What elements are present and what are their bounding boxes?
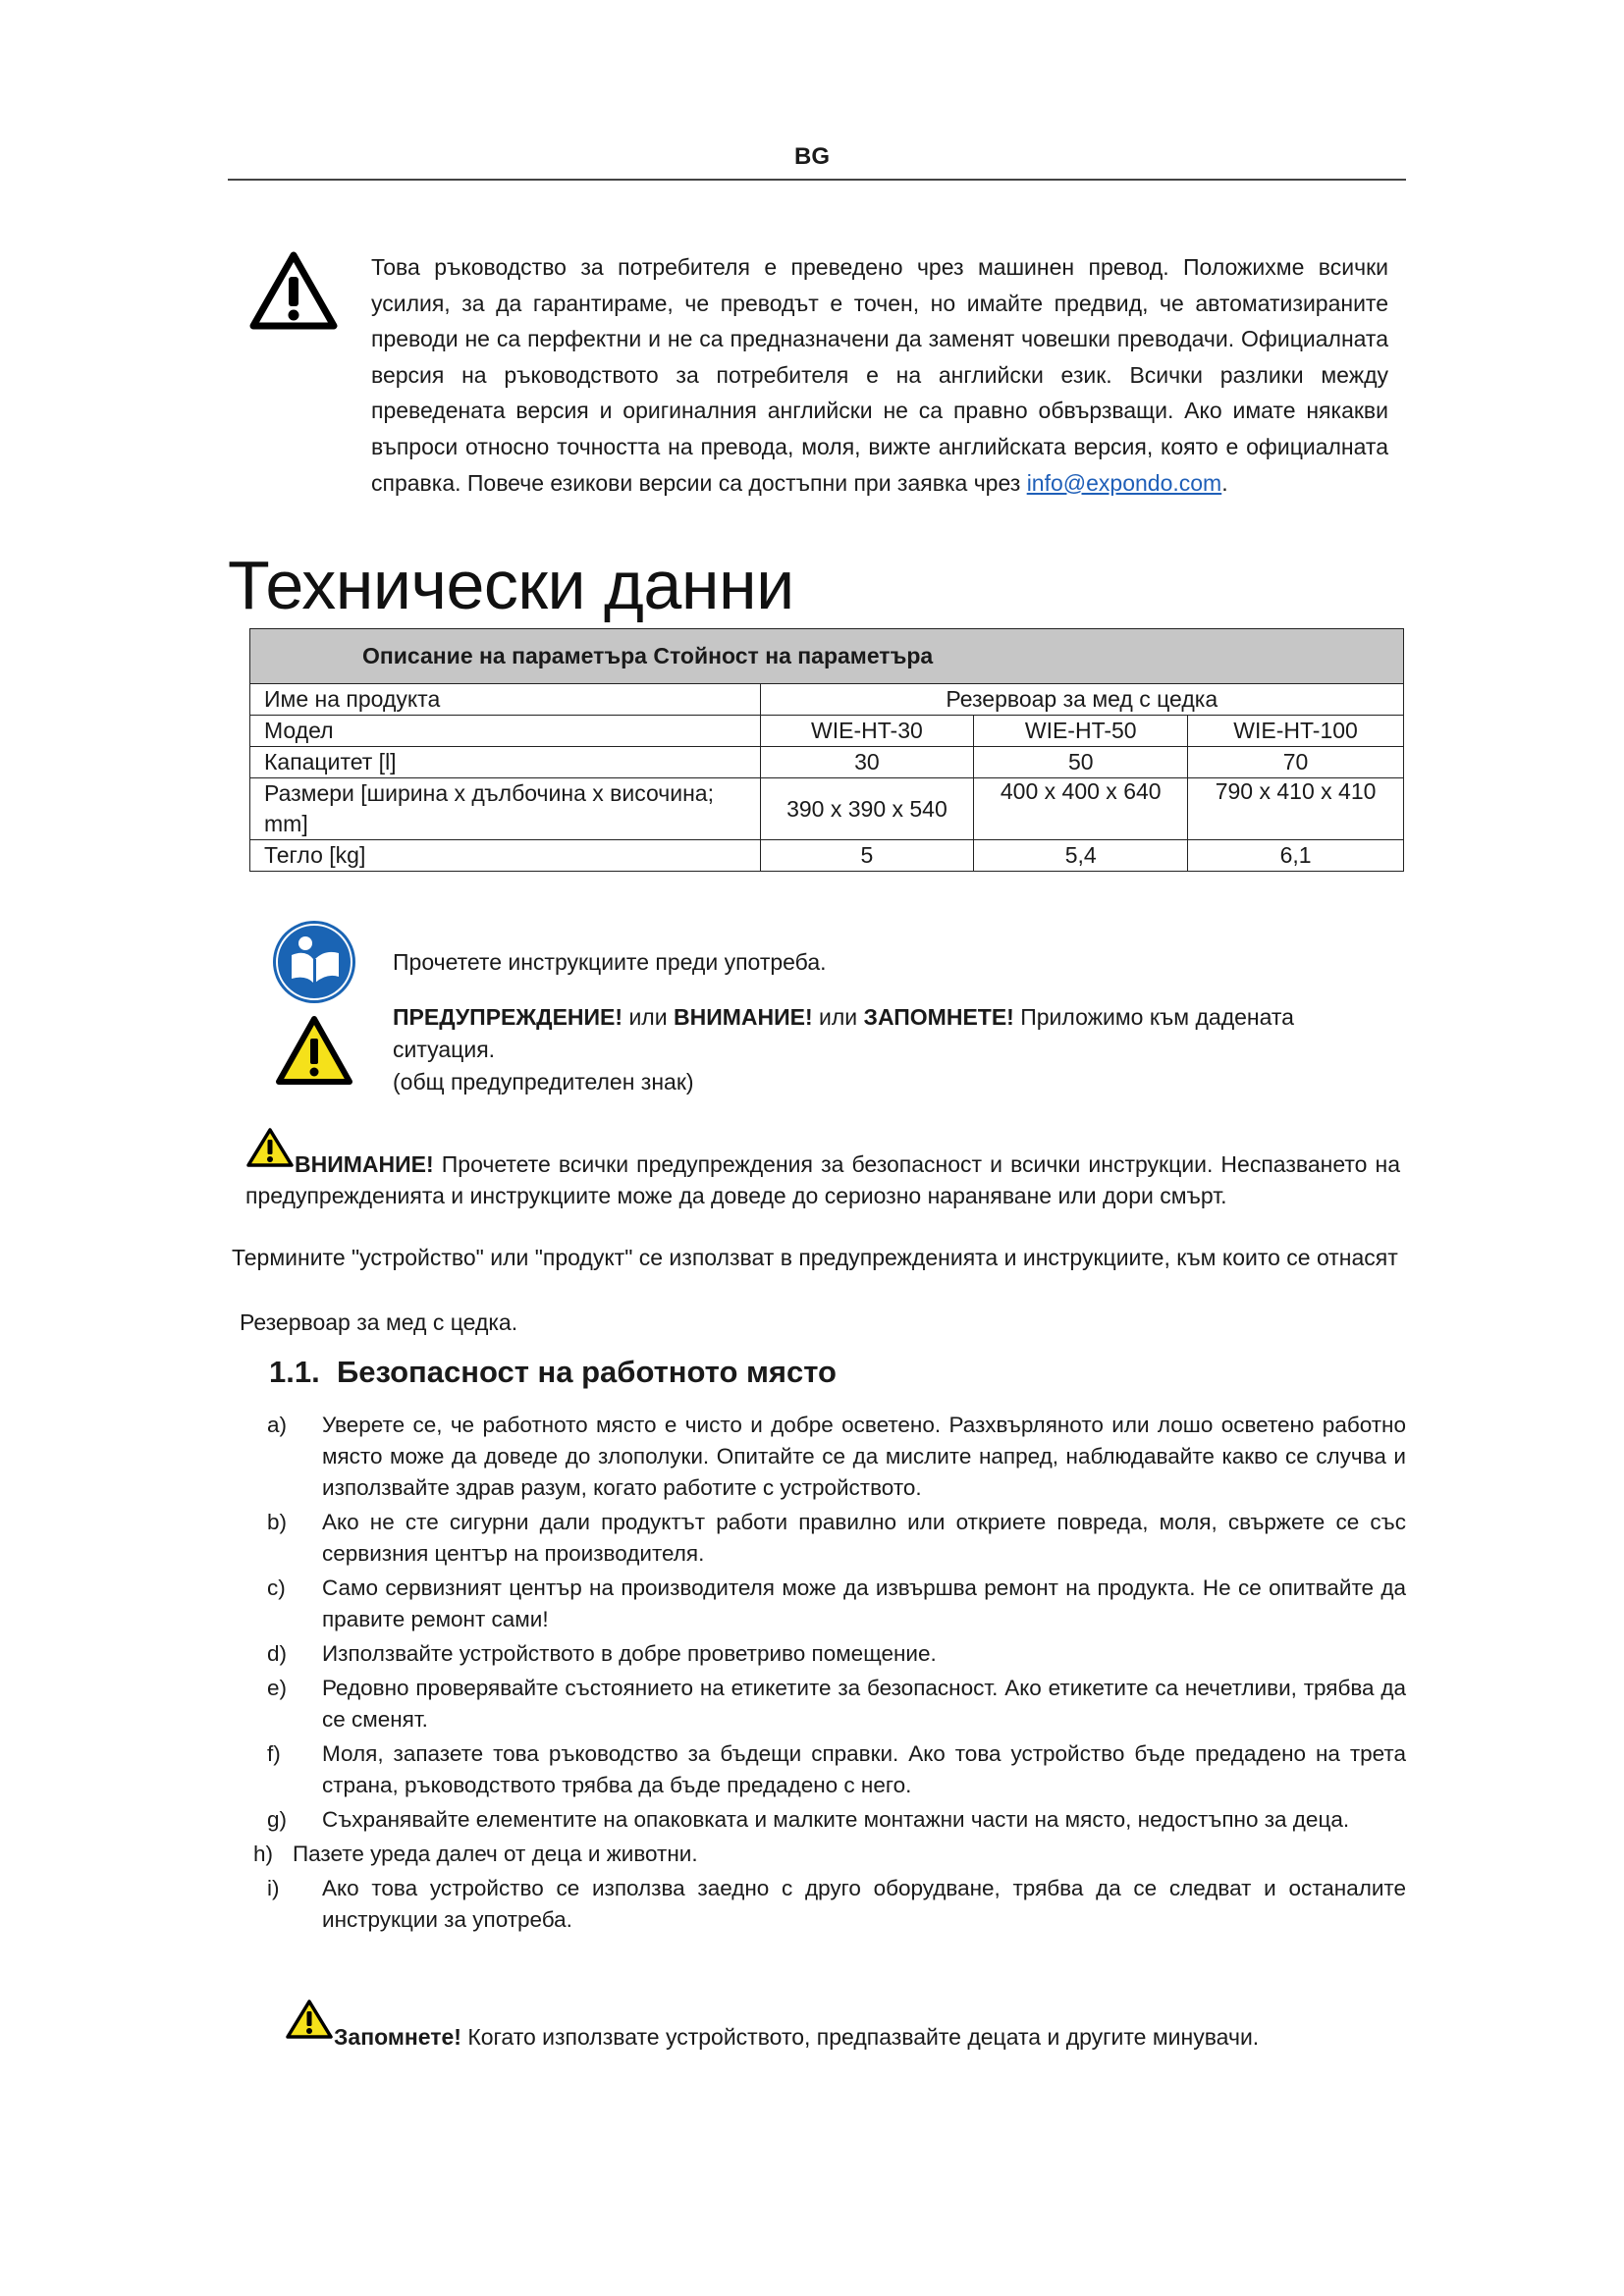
cell-label: Размери [ширина x дълбочина x височина; mm] xyxy=(250,778,761,840)
read-manual-text: Прочетете инструкциите преди употреба. xyxy=(393,949,827,975)
cell-label: Име на продукта xyxy=(250,684,761,716)
list-marker: b) xyxy=(267,1510,288,1534)
applicable-text: Приложимо към дадената ситуация. xyxy=(393,1004,1294,1062)
safety-list xyxy=(253,1410,1406,1939)
general-warning-text: (общ предупредителен знак) xyxy=(393,1069,694,1095)
list-item xyxy=(267,1507,1406,1570)
cell-value: WIE-HT-50 xyxy=(974,716,1188,747)
list-item xyxy=(253,1839,1406,1870)
machine-translation-disclaimer xyxy=(371,249,1388,501)
remember-warning-icon xyxy=(285,1999,334,2040)
read-manual-icon xyxy=(272,920,356,1004)
list-marker: a) xyxy=(267,1413,288,1437)
cell-value: Резервоар за мед с цедка xyxy=(760,684,1403,716)
list-item xyxy=(267,1738,1406,1801)
table-row xyxy=(250,778,1404,840)
list-marker: h) xyxy=(253,1842,274,1866)
list-text: Моля, запазете това ръководство за бъдещи справки. Ако това устройство бъде предадено на трета страна, ръководството трябва да бъде предадено с него. xyxy=(322,1741,1406,1797)
warning-word: ПРЕДУПРЕЖДЕНИЕ! xyxy=(393,1004,623,1030)
table-row xyxy=(250,747,1404,778)
remember-paragraph xyxy=(334,2021,1404,2053)
header-divider xyxy=(228,179,1406,181)
cell-label: Тегло [kg] xyxy=(250,840,761,872)
list-item xyxy=(267,1673,1406,1735)
remember-text: Когато използвате устройството, предпазвайте децата и другите минувачи. xyxy=(460,2024,1260,2050)
remember-label: Запомнете! xyxy=(334,2024,461,2050)
list-marker: e) xyxy=(267,1676,288,1700)
or-word: или xyxy=(812,1004,864,1030)
list-text: Пазете уреда далеч от деца и животни. xyxy=(293,1842,698,1866)
list-marker: i) xyxy=(267,1876,280,1900)
technical-data-table xyxy=(249,628,1404,872)
or-word: или xyxy=(623,1004,674,1030)
language-code: BG xyxy=(794,143,830,170)
list-text: Ако не сте сигурни дали продуктът работи правилно или откриете повреда, моля, свържете се със сервизния център на производителя. xyxy=(322,1510,1406,1566)
cell-value: 50 xyxy=(974,747,1188,778)
list-item xyxy=(267,1573,1406,1635)
cell-value: WIE-HT-30 xyxy=(760,716,974,747)
section-title: Безопасност на работното място xyxy=(336,1355,837,1389)
list-text: Уверете се, че работното място е чисто и добре осветено. Разхвърляното или лошо осветено работно място може да доведе до злополуки. Опитайте се да мислите напред, наблюдавайте какво се случва и използвайте здрав разум, когато работите с устройството. xyxy=(322,1413,1406,1500)
cell-value: WIE-HT-100 xyxy=(1188,716,1404,747)
list-item xyxy=(267,1638,1406,1670)
disclaimer-end: . xyxy=(1221,469,1228,496)
general-warning-icon xyxy=(275,1015,353,1086)
section-number: 1.1. xyxy=(269,1355,320,1389)
table-row xyxy=(250,684,1404,716)
cell-value: 5 xyxy=(760,840,974,872)
list-item xyxy=(267,1804,1406,1836)
list-marker: f) xyxy=(267,1741,281,1766)
terms-paragraph: Термините "устройство" или "продукт" се използват в предупрежденията и инструкциите, към които се отнасят xyxy=(232,1245,1398,1270)
list-marker: g) xyxy=(267,1807,288,1832)
warning-triangle-icon xyxy=(249,251,338,330)
list-text: Ако това устройство се използва заедно с друго оборудване, трябва да се следват и останалите инструкции за употреба. xyxy=(322,1876,1406,1932)
cell-value: 390 x 390 x 540 xyxy=(760,778,974,840)
list-item xyxy=(267,1873,1406,1936)
attention-label: ВНИМАНИЕ! xyxy=(295,1151,434,1177)
list-text: Редовно проверявайте състоянието на етикетите за безопасност. Ако етикетите са нечетливи, трябва да се сменят. xyxy=(322,1676,1406,1732)
cell-value: 5,4 xyxy=(974,840,1188,872)
list-text: Използвайте устройството в добре проветриво помещение. xyxy=(322,1641,937,1666)
cell-value: 70 xyxy=(1188,747,1404,778)
table-row xyxy=(250,840,1404,872)
cell-value: 400 x 400 x 640 xyxy=(974,778,1188,840)
disclaimer-text: Това ръководство за потребителя е преведено чрез машинен превод. Положихме всички усилия, за да гарантираме, че преводът е точен, но имайте предвид, че автоматизираните преводи не са перфектни и не са предназначени да заменят човешки преводачи. Официалната версия на ръководството за потребителя е на английски език. Всички разлики между преведената версия и оригиналния английски не са правно обвързващи. Ако имате някакви въпроси относно точността на превода, моля, вижте английската версия, която е официалната справка. Повече езикови версии са достъпни при заявка чрез xyxy=(371,254,1388,496)
list-marker: c) xyxy=(267,1575,286,1600)
cell-value: 30 xyxy=(760,747,974,778)
table-row xyxy=(250,716,1404,747)
list-text: Само сервизният център на производителя може да извършва ремонт на продукта. Не се опитвайте да правите ремонт сами! xyxy=(322,1575,1406,1631)
table-header-row xyxy=(250,629,1404,684)
page-title: Технически данни xyxy=(228,547,794,623)
attention-paragraph xyxy=(245,1148,1400,1211)
attention-text: Прочетете всички предупреждения за безопасност и всички инструкции. Неспазването на предупрежденията и инструкциите може да доведе до сериозно нараняване или дори смърт. xyxy=(245,1151,1400,1208)
cell-label: Капацитет [l] xyxy=(250,747,761,778)
email-link[interactable]: info@expondo.com xyxy=(1026,469,1222,496)
table-header: Описание на параметъра Стойност на параметъра xyxy=(250,629,1404,684)
cell-value: 6,1 xyxy=(1188,840,1404,872)
remember-word: ЗАПОМНЕТЕ! xyxy=(863,1004,1014,1030)
cell-label: Модел xyxy=(250,716,761,747)
attention-word: ВНИМАНИЕ! xyxy=(673,1004,813,1030)
cell-value: 790 x 410 x 410 xyxy=(1188,778,1404,840)
section-heading xyxy=(269,1355,837,1390)
list-item xyxy=(267,1410,1406,1504)
product-reference: Резервоар за мед с цедка. xyxy=(240,1309,518,1335)
list-marker: d) xyxy=(267,1641,288,1666)
list-text: Съхранявайте елементите на опаковката и малките монтажни части на място, недостъпно за деца. xyxy=(322,1807,1350,1832)
warning-symbol-description xyxy=(393,1001,1335,1098)
